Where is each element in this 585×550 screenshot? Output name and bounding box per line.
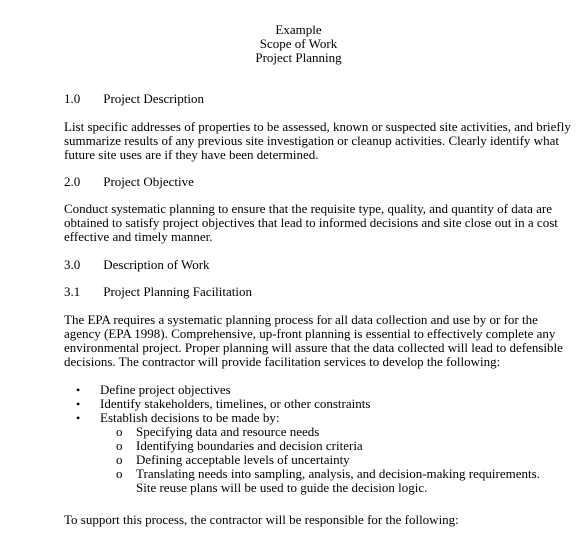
sub-bullet-continuation: Site reuse plans will be used to guide the decision logic. [136,480,428,495]
sub-bullet-item [116,425,319,439]
closing-paragraph [64,513,544,527]
section-heading-2 [64,175,194,189]
bullet-icon: • [76,397,81,411]
section-number: 1.0 [64,91,81,106]
section-1-paragraph [64,119,571,162]
header-line-planning: Project Planning [255,50,342,65]
paragraph-line: List specific addresses of properties to be assessed, known or suspected site activities, and briefly [64,119,571,134]
sub-bullet-item [116,453,350,467]
section-title: Project Planning Facilitation [103,284,253,299]
paragraph-line: obtained to satisfy project objectives that lead to informed decisions and site close out in a cost [64,215,558,230]
bullet-text: Establish decisions to be made by: [100,410,280,425]
paragraph-line: environmental project. Proper planning will assure that the data collected will lead to defensible [64,340,563,355]
paragraph-line: The EPA requires a systematic planning process for all data collection and use by or for the [64,312,538,327]
sub-bullet-item [116,467,540,481]
paragraph-line: To support this process, the contractor will be responsible for the following: [64,512,459,527]
section-2-paragraph [64,201,558,244]
section-heading-1 [64,92,204,106]
document-header [0,23,585,65]
sub-bullet-text: Translating needs into sampling, analysis, and decision-making requirements. [136,466,540,481]
bullet-item [76,411,279,425]
circle-bullet-icon: o [116,438,123,453]
sub-bullet-text: Specifying data and resource needs [136,424,320,439]
section-heading-3-1 [64,285,252,299]
section-title: Project Description [103,91,204,106]
bullet-text: Define project objectives [100,382,231,397]
bullet-text: Identify stakeholders, timelines, or other constraints [100,396,371,411]
circle-bullet-icon: o [116,466,123,481]
bullet-item [76,397,370,411]
section-number: 2.0 [64,174,81,189]
bullet-item [76,383,231,397]
paragraph-line: future site uses are if they have been determined. [64,147,319,162]
paragraph-line: Conduct systematic planning to ensure that the requisite type, quality, and quantity of data are [64,201,552,216]
section-heading-3 [64,258,210,272]
section-number: 3.0 [64,257,81,272]
section-3-1-paragraph [64,312,563,369]
bullet-icon: • [76,383,81,397]
section-title: Project Objective [103,174,194,189]
paragraph-line: agency (EPA 1998). Comprehensive, up-front planning is essential to effectively complete any [64,326,556,341]
sub-bullet-text: Identifying boundaries and decision criteria [136,438,363,453]
header-line-scope: Scope of Work [259,36,338,51]
paragraph-line: summarize results of any previous site investigation or cleanup activities. Clearly identify what [64,133,559,148]
section-title: Description of Work [103,257,210,272]
sub-bullet-text: Defining acceptable levels of uncertainty [136,452,350,467]
section-number: 3.1 [64,284,81,299]
bullet-icon: • [76,411,81,425]
paragraph-line: effective and timely manner. [64,229,213,244]
sub-bullet-item [116,439,363,453]
paragraph-line: decisions. The contractor will provide facilitation services to develop the following: [64,354,501,369]
circle-bullet-icon: o [116,424,123,439]
header-line-example: Example [275,22,322,37]
circle-bullet-icon: o [116,452,123,467]
